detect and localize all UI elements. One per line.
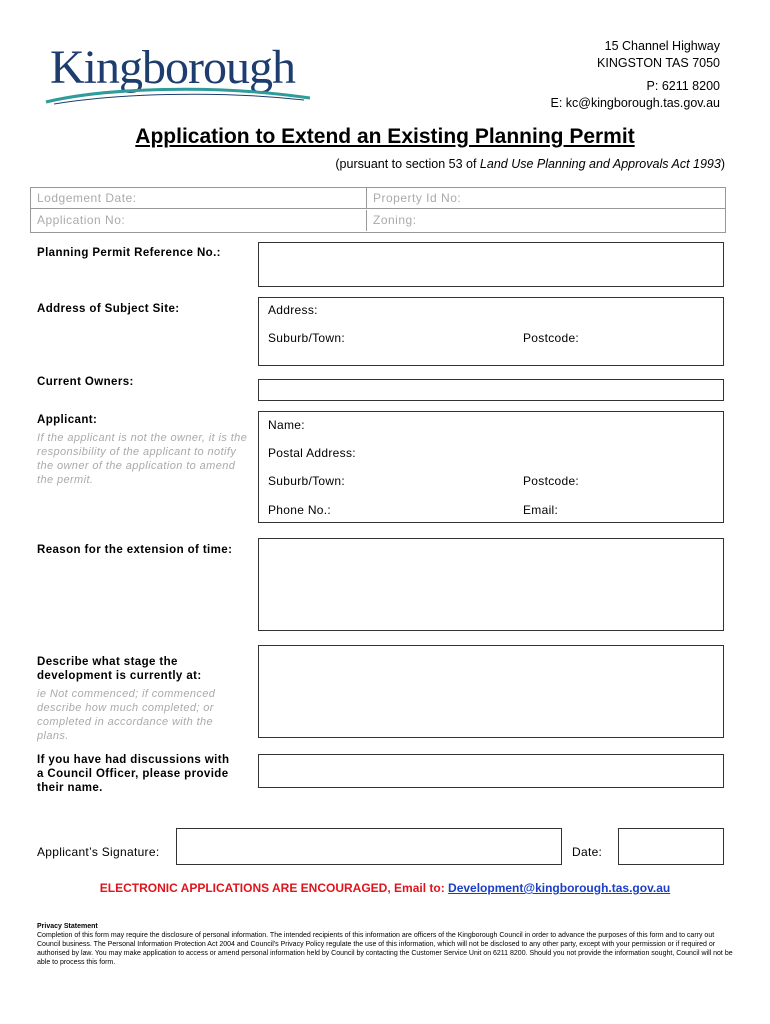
discussions-label: If you have had discussions with a Council Officer, please provide their name. — [37, 754, 230, 794]
date-label: Date: — [572, 845, 603, 859]
permit-ref-label: Planning Permit Reference No.: — [37, 247, 221, 259]
zoning-cell: Zoning: — [373, 213, 417, 227]
privacy-heading: Privacy Statement — [37, 923, 98, 930]
postcode-label: Postcode: — [523, 331, 580, 345]
officer-name-field[interactable] — [258, 754, 724, 788]
applicant-label: Applicant: — [37, 414, 98, 426]
suburb-label: Suburb/Town: — [268, 331, 345, 345]
address-line2: KINGSTON TAS 7050 — [597, 56, 720, 70]
application-no-cell: Application No: — [31, 210, 367, 231]
name-label: Name: — [268, 418, 305, 432]
postal-address-label: Postal Address: — [268, 446, 356, 460]
kingborough-logo: Kingborough — [50, 41, 295, 94]
council-contact — [550, 38, 720, 112]
owners-field[interactable] — [258, 379, 724, 401]
postcode2-label: Postcode: — [523, 474, 580, 488]
email-text: E: kc@kingborough.tas.gov.au — [550, 96, 720, 110]
property-id-cell: Property Id No: — [367, 188, 725, 209]
privacy-statement — [37, 922, 737, 967]
phone-label: Phone No.: — [268, 503, 332, 517]
email-label: Email: — [523, 503, 559, 517]
phone-text: P: 6211 8200 — [646, 79, 720, 93]
subtitle-suffix: ) — [720, 157, 725, 171]
banner-text: ELECTRONIC APPLICATIONS ARE ENCOURAGED, Email to: — [99, 881, 449, 895]
development-email-link[interactable]: Development@kingborough.tas.gov.au — [448, 881, 671, 895]
site-label: Address of Subject Site: — [37, 303, 180, 315]
subtitle-act: Land Use Planning and Approvals Act 1993 — [479, 157, 721, 171]
logo-swoosh-icon — [44, 80, 314, 106]
address-label: Address: — [268, 303, 318, 317]
stage-note: ie Not commenced; if commenced describe how much completed; or completed in accordance with the plans. — [37, 688, 216, 742]
applicant-note: If the applicant is not the owner, it is the responsibility of the applicant to notify the owner of the application to amend the permit. — [37, 432, 248, 486]
reason-field[interactable] — [258, 538, 724, 631]
reason-label: Reason for the extension of time: — [37, 544, 233, 556]
privacy-body: Completion of this form may require the disclosure of personal information. The intended recipients of this information are officers of the Kingborough Council in order to advance the purposes of this form and to carry out Council business. The Personal Information Protection Act 2004 and Council's Privacy Policy regulate the use of this information, which will not be disclosed to any other party, except with your permission or if required or authorised by law. You may make application to access or amend personal information held by Council by contacting the Customer Service Unit on 6211 8200. Should you not provide the information sought, Council will not be able to process this form. — [37, 932, 733, 966]
page-title: Application to Extend an Existing Planning Permit — [135, 125, 635, 148]
owners-label: Current Owners: — [37, 376, 134, 388]
suburb2-label: Suburb/Town: — [268, 474, 345, 488]
address-line1: 15 Channel Highway — [604, 39, 720, 53]
date-field[interactable] — [618, 828, 724, 865]
office-use-table — [30, 187, 726, 233]
subtitle-prefix: (pursuant to section 53 of — [335, 157, 480, 171]
signature-label: Applicant’s Signature: — [37, 845, 160, 859]
subtitle — [335, 157, 725, 171]
lodgement-date-cell: Lodgement Date: — [31, 188, 367, 209]
stage-label: Describe what stage the development is currently at: — [37, 656, 202, 682]
stage-field[interactable] — [258, 645, 724, 738]
permit-ref-field[interactable] — [258, 242, 724, 287]
electronic-banner — [0, 881, 770, 895]
signature-field[interactable] — [176, 828, 562, 865]
